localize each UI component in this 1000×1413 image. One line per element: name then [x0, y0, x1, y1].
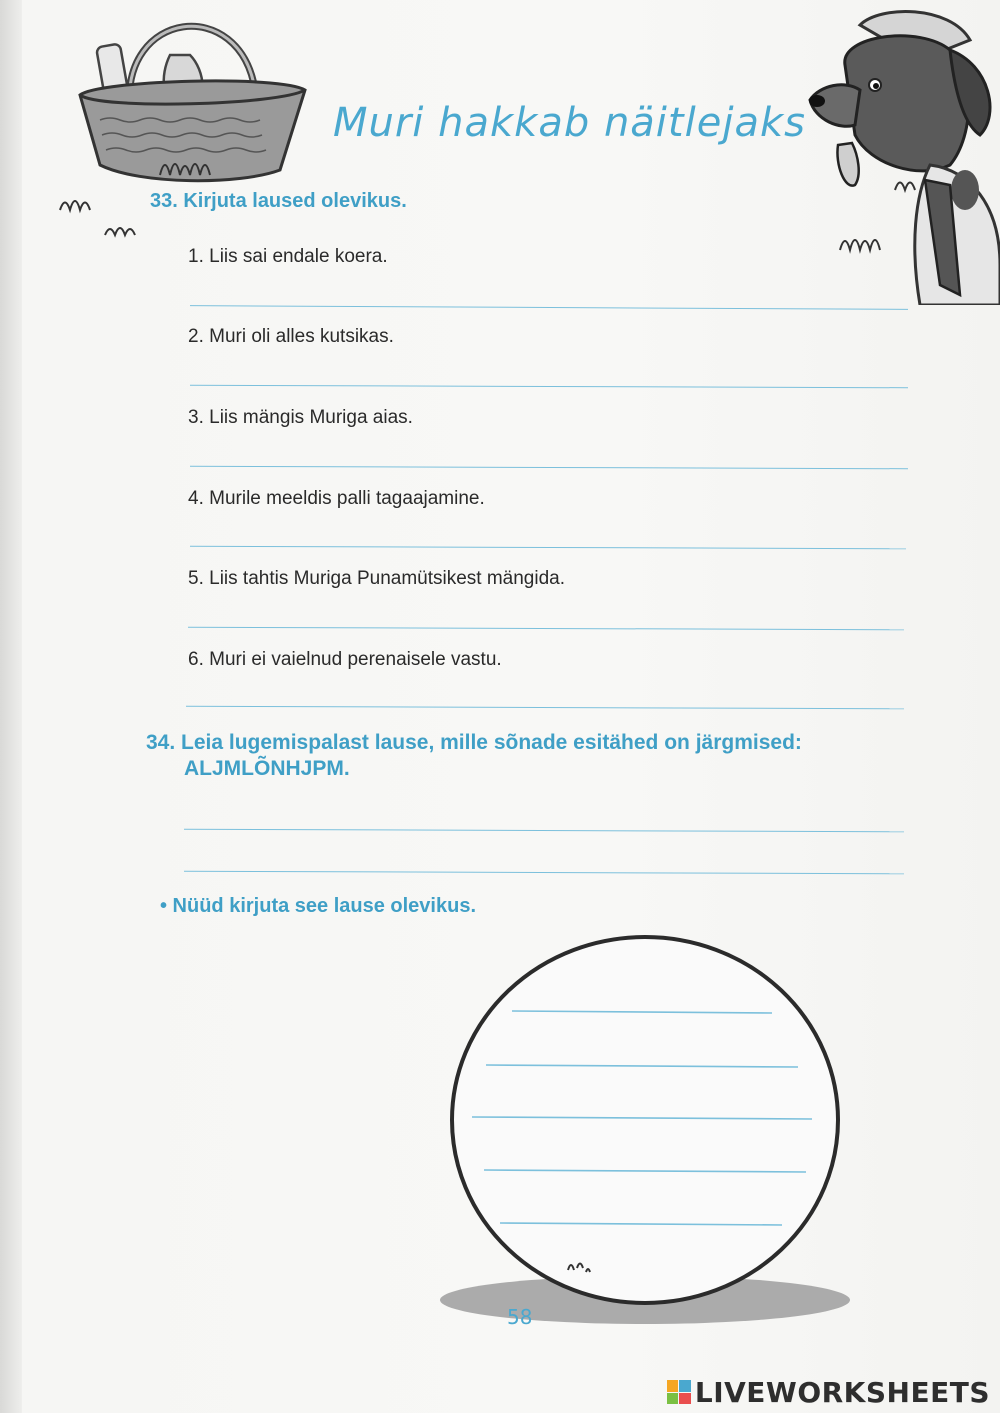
sentence-4: 4. Murile meeldis palli tagaajamine.	[188, 488, 485, 509]
answer-line-4[interactable]	[190, 546, 906, 549]
answer-line-2[interactable]	[190, 385, 908, 389]
ball-writing-area	[430, 925, 870, 1330]
page-number: 58	[507, 1305, 533, 1329]
dog-illustration	[800, 5, 1000, 305]
exercise-34-letters: ALJMLÕNHJPM.	[184, 757, 350, 780]
answer-line-5[interactable]	[188, 627, 904, 630]
sentence-3: 3. Liis mängis Muriga aias.	[188, 407, 413, 428]
exercise-33-heading: 33. Kirjuta laused olevikus.	[150, 190, 407, 212]
exercise-34-heading	[146, 730, 866, 782]
liveworksheets-logo-icon	[667, 1380, 691, 1404]
answer-line-34b[interactable]	[184, 871, 904, 875]
sentence-5: 5. Liis tahtis Muriga Punamütsikest mängida.	[188, 568, 566, 589]
page-gutter	[0, 0, 22, 1413]
liveworksheets-watermark	[667, 1377, 990, 1407]
exercise-34-instruction: 34. Leia lugemispalast lause, mille sõnade esitähed on järgmised:	[146, 731, 802, 754]
liveworksheets-text: LIVEWORKSHEETS	[694, 1375, 990, 1409]
answer-line-1[interactable]	[190, 305, 908, 310]
answer-line-6[interactable]	[186, 706, 904, 710]
sentence-2: 2. Muri oli alles kutsikas.	[188, 326, 394, 347]
answer-line-34a[interactable]	[184, 829, 904, 833]
answer-line-3[interactable]	[190, 466, 908, 470]
exercise-34-bullet: • Nüüd kirjuta see lause olevikus.	[160, 895, 477, 917]
page-title: Muri hakkab näitlejaks	[333, 100, 806, 146]
sentence-6: 6. Muri ei vaielnud perenaisele vastu.	[188, 649, 502, 670]
sentence-1: 1. Liis sai endale koera.	[188, 246, 388, 267]
